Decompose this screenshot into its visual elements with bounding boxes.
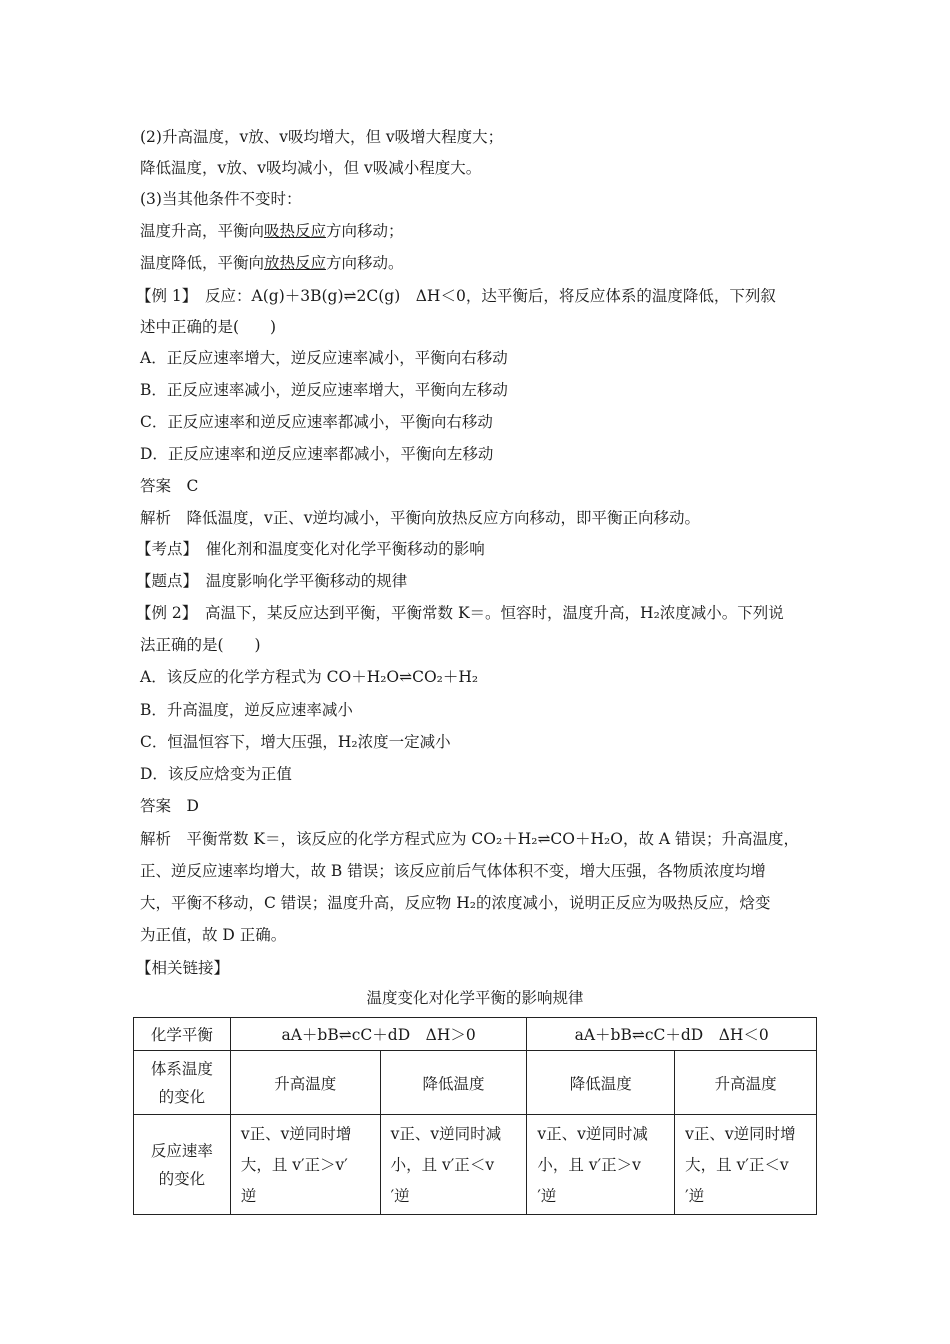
cell-line: v正、v逆同时减: [537, 1125, 648, 1143]
example-1-question: 【例 1】 反应：A(g)＋3B(g)⇌2C(g) ΔH＜0，达平衡后，将反应体系的温度降低，下列叙: [136, 287, 776, 305]
text-line: 述中正确的是( ): [140, 318, 277, 336]
text-segment: 方向移动。: [326, 254, 404, 272]
option-d: D．该反应焓变为正值: [140, 765, 292, 783]
option-a: A．该反应的化学方程式为 CO＋H₂O⇌CO₂＋H₂: [140, 668, 479, 686]
cell-line: v正、v逆同时增: [240, 1125, 352, 1143]
row-header: 化学平衡: [134, 1018, 231, 1051]
row-header: [134, 1115, 231, 1215]
text-line: 法正确的是( ): [140, 636, 261, 654]
table-row: [134, 1018, 817, 1051]
table-cell: 升高温度: [230, 1051, 380, 1115]
text-line: [140, 253, 820, 273]
tidian: 【题点】 温度影响化学平衡移动的规律: [136, 572, 408, 590]
cell-line: v正、v逆同时增: [685, 1125, 796, 1143]
answer: 答案 D: [140, 797, 199, 815]
kaodian: 【考点】 催化剂和温度变化对化学平衡移动的影响: [136, 540, 485, 558]
table-cell: 升高温度: [675, 1051, 817, 1115]
option-b: B．升高温度，逆反应速率减小: [140, 701, 353, 719]
text-segment: 方向移动；: [326, 222, 404, 240]
underlined-answer: 放热反应: [264, 254, 327, 272]
table-caption: 温度变化对化学平衡的影响规律: [366, 989, 584, 1007]
table-row: [134, 1115, 817, 1215]
cell-line: ′逆: [537, 1187, 557, 1205]
equation-exothermic: aA＋bB⇌cC＋dD ΔH＜0: [527, 1018, 817, 1051]
row-header: [134, 1051, 231, 1115]
analysis-cont: 正、逆反应速率均增大，故 B 错误；该反应前后气体体积不变，增大压强，各物质浓度均增: [140, 862, 766, 880]
analysis: 解析 降低温度，v正、v逆均减小，平衡向放热反应方向移动，即平衡正向移动。: [140, 509, 701, 527]
answer: 答案 C: [140, 477, 199, 495]
option-c: C．恒温恒容下，增大压强，H₂浓度一定减小: [140, 733, 451, 751]
text-line: 降低温度，v放、v吸均减小，但 v吸减小程度大。: [140, 159, 482, 177]
analysis-cont: 大，平衡不移动，C 错误；温度升高，反应物 H₂的浓度减小，说明正反应为吸热反应，焓变: [140, 894, 771, 912]
table-cell: [230, 1115, 380, 1215]
cell-line: v正、v逆同时减: [390, 1125, 502, 1143]
cell-line: ′逆: [390, 1187, 410, 1205]
table-cell: [675, 1115, 817, 1215]
cell-line: 逆: [240, 1187, 257, 1205]
row-header-line: 反应速率: [150, 1141, 213, 1160]
analysis-cont: 为正值，故 D 正确。: [140, 926, 287, 944]
table-cell: [380, 1115, 527, 1215]
example-2-question: 【例 2】 高温下，某反应达到平衡，平衡常数 K＝。恒容时，温度升高，H₂浓度减小。下列说: [136, 604, 784, 622]
table-cell: [527, 1115, 675, 1215]
cell-line: 大，且 v′正＞v′: [240, 1156, 348, 1174]
cell-line: ′逆: [685, 1187, 705, 1205]
text-line: [140, 221, 820, 241]
option-a: A．正反应速率增大，逆反应速率减小，平衡向右移动: [140, 349, 508, 367]
option-b: B．正反应速率减小，逆反应速率增大，平衡向左移动: [140, 381, 508, 399]
table-cell: 降低温度: [527, 1051, 675, 1115]
table-row: [134, 1051, 817, 1115]
equation-endothermic: aA＋bB⇌cC＋dD ΔH＞0: [230, 1018, 527, 1051]
cell-line: 大，且 v′正＜v: [685, 1156, 789, 1174]
cell-line: 小，且 v′正＜v: [390, 1156, 495, 1174]
option-c: C．正反应速率和逆反应速率都减小，平衡向右移动: [140, 413, 493, 431]
row-header-line: 体系温度: [150, 1059, 213, 1078]
text-line: (3)当其他条件不变时：: [140, 190, 302, 208]
row-header-line: 的变化: [158, 1087, 206, 1106]
temperature-effect-table: [133, 1017, 817, 1215]
text-segment: 温度降低，平衡向: [140, 254, 265, 272]
text-line: (2)升高温度，v放、v吸均增大，但 v吸增大程度大；: [140, 128, 504, 146]
option-d: D．正反应速率和逆反应速率都减小，平衡向左移动: [140, 445, 494, 463]
cell-line: 小，且 v′正＞v: [537, 1156, 641, 1174]
related-link: 【相关链接】: [136, 959, 230, 977]
table-cell: 降低温度: [380, 1051, 527, 1115]
underlined-answer: 吸热反应: [264, 222, 327, 240]
text-segment: 温度升高，平衡向: [140, 222, 265, 240]
analysis: 解析 平衡常数 K＝，该反应的化学方程式应为 CO₂＋H₂⇌CO＋H₂O，故 A 错误；升高温度，: [140, 830, 799, 848]
row-header-line: 的变化: [158, 1169, 206, 1188]
